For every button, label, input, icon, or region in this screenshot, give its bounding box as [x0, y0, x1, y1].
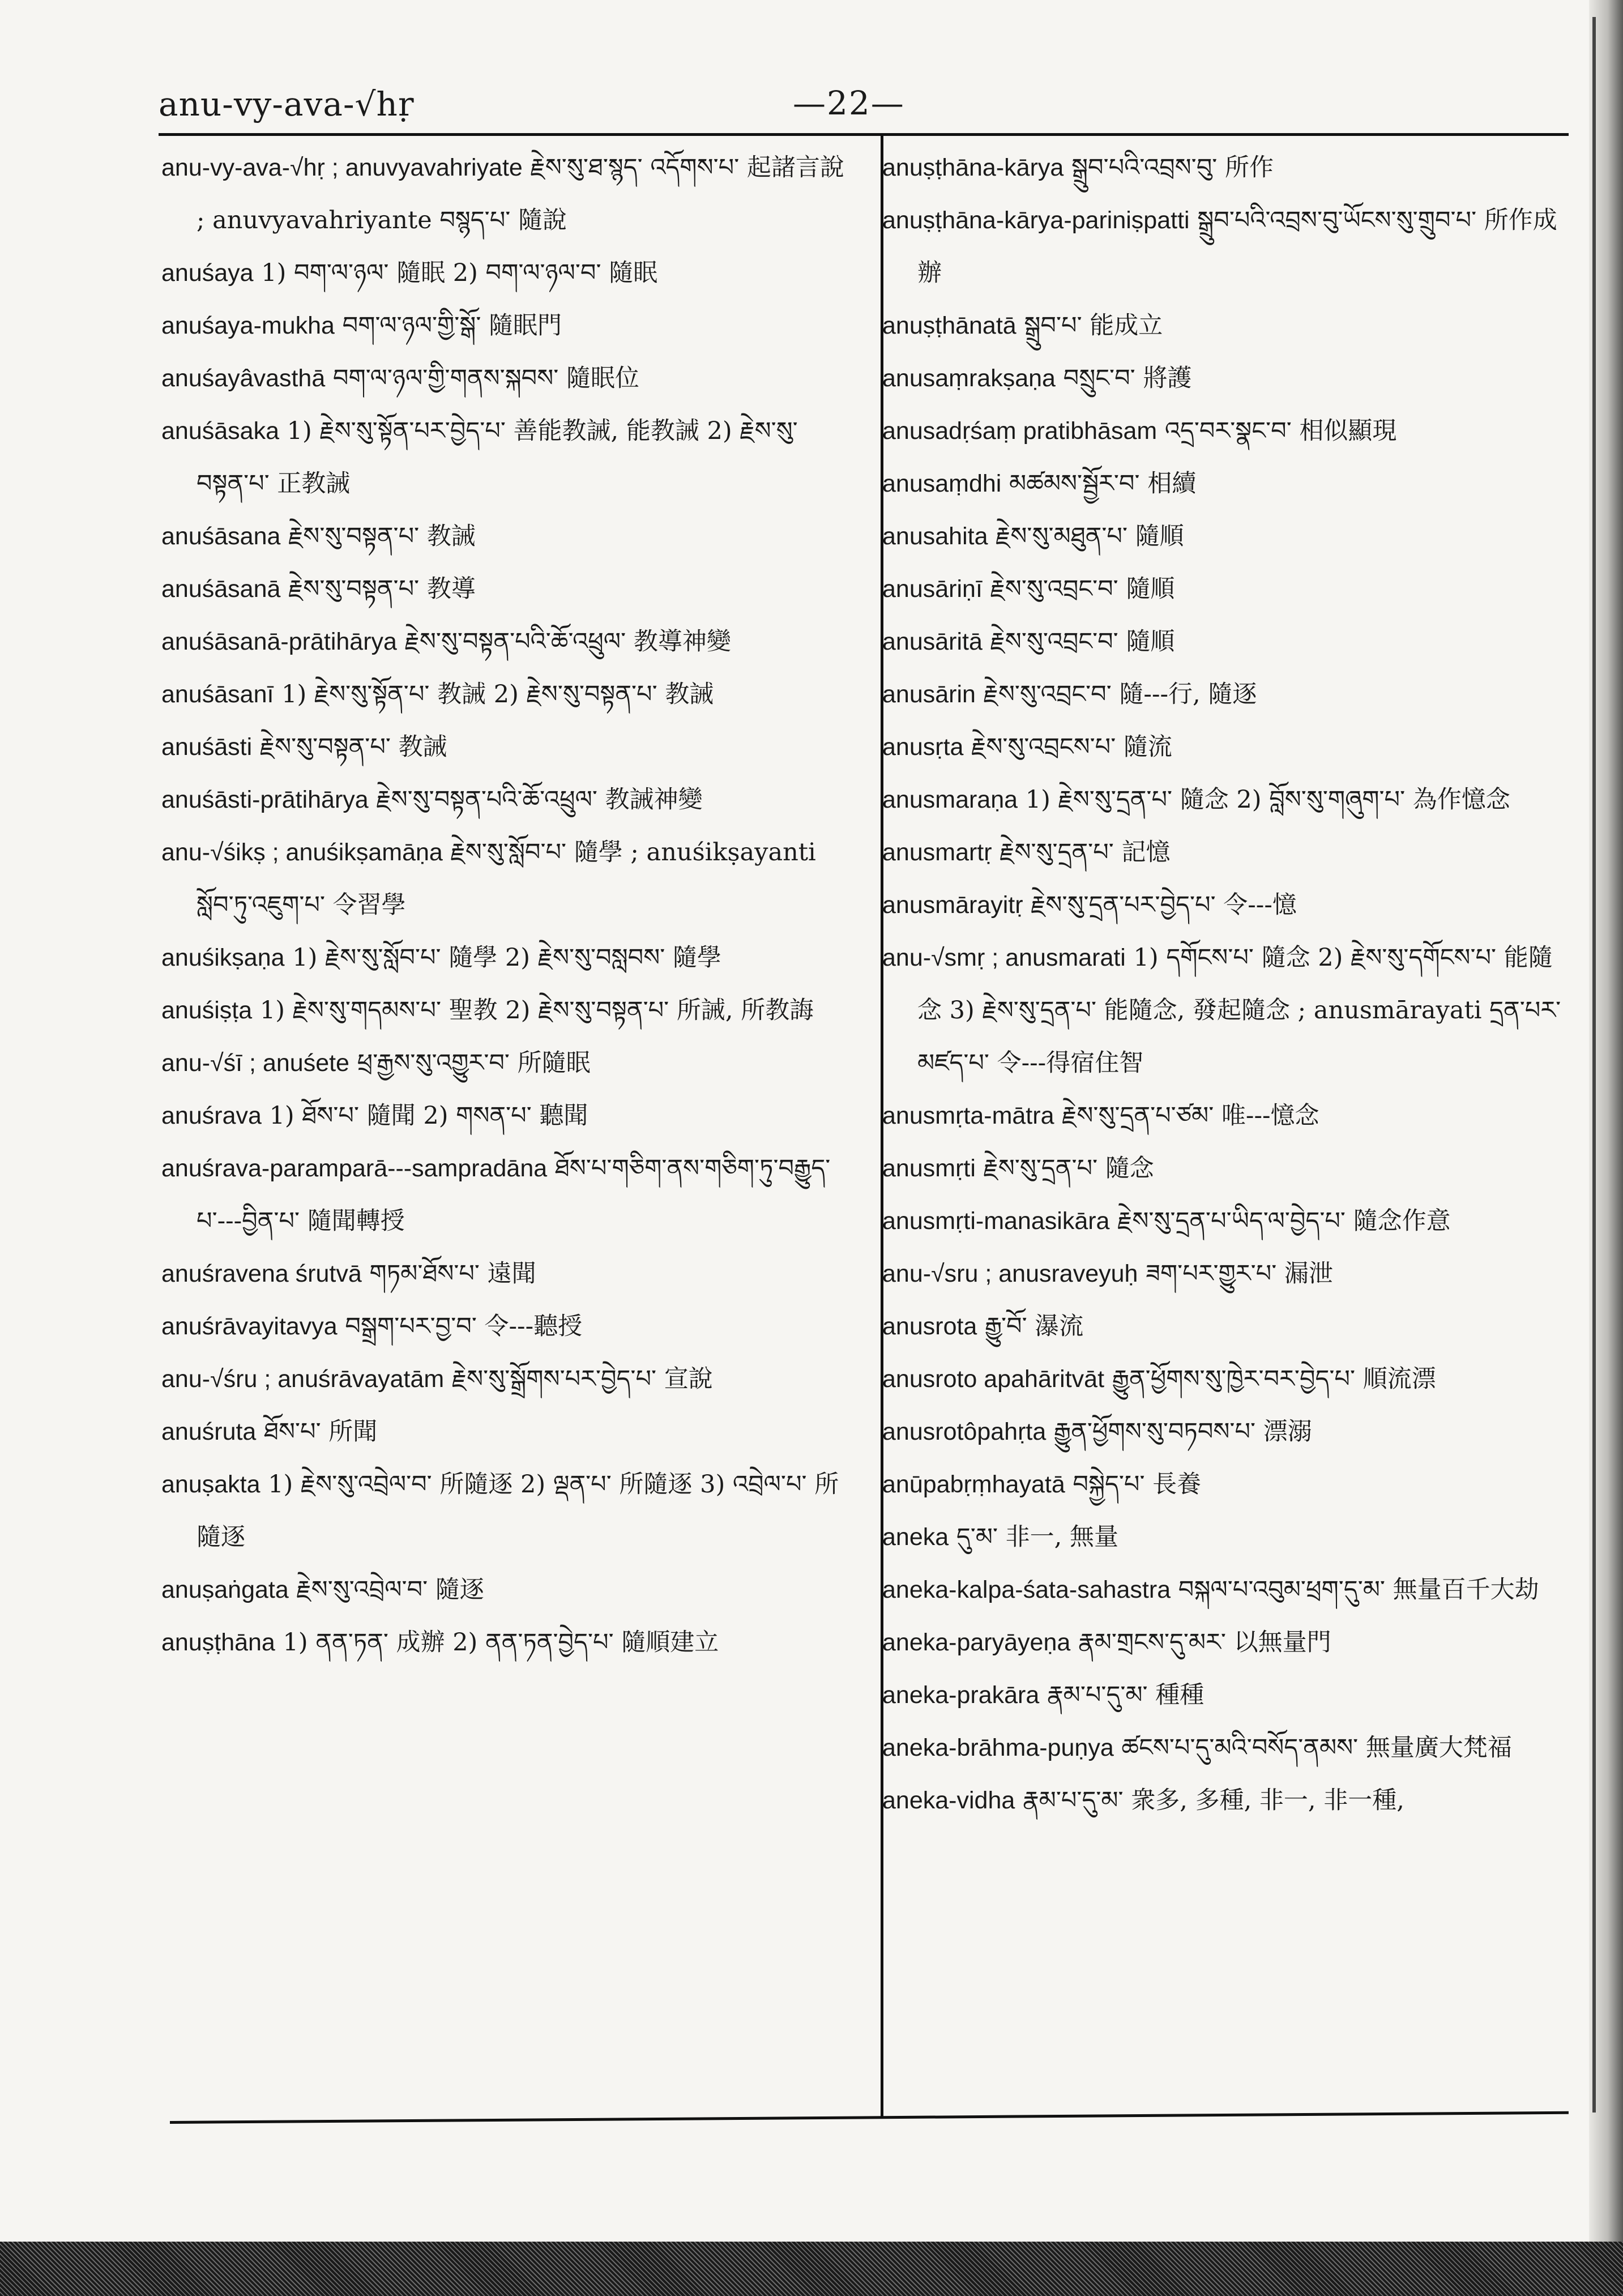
dictionary-entry — [882, 1248, 1568, 1300]
entry-headword: anuṣaṅgata — [161, 1576, 289, 1603]
dictionary-entry — [161, 405, 847, 510]
entry-headword: anuśāsanī — [161, 681, 274, 708]
entry-definition: རྒྱུན་ཕྱོགས་སུ་ཁྱེར་བར་བྱེད་པ་ 順流漂 — [1104, 1365, 1436, 1393]
entry-definition: རྒྱུ་བོ་ 瀑流 — [977, 1312, 1084, 1341]
dictionary-entry — [882, 1458, 1568, 1511]
dictionary-entry — [882, 458, 1568, 510]
entry-headword: anu-√śikṣ ; anuśikṣamāṇa — [161, 839, 443, 866]
dictionary-entry — [882, 1142, 1568, 1195]
entry-headword: anuśikṣaṇa — [161, 944, 285, 971]
dictionary-entry — [882, 721, 1568, 774]
left-column — [161, 142, 847, 1669]
dictionary-entry — [161, 352, 847, 405]
dictionary-entry — [882, 1353, 1568, 1406]
entry-definition: 1) རྗེས་སུ་གདམས་པ་ 聖教 2) རྗེས་སུ་བསྟན་པ་ 所誡, 所教誨 — [252, 996, 814, 1025]
entry-definition: མཚམས་སྦྱོར་བ་ 相續 — [1001, 470, 1197, 498]
entry-definition: སྒྲུབ་པའི་འབྲས་བུ་ཡོངས་སུ་གྲུབ་པ་ 所作成辦 — [917, 206, 1557, 287]
entry-definition: རྣམ་པ་དུ་མ་ 種種 — [1039, 1681, 1205, 1709]
dictionary-entry — [161, 774, 847, 826]
right-column — [881, 142, 1568, 1827]
entry-definition: རྗེས་སུ་སློབ་པ་ 隨學 ; anuśikṣayanti སློབ་ཏུ་འཇུག་པ་ 令習學 — [197, 838, 816, 919]
entry-definition: 1) རྗེས་སུ་སྟོན་པ་ 教誡 2) རྗེས་སུ་བསྟན་པ་ 教誡 — [274, 680, 714, 709]
entry-definition: 1) རྗེས་སུ་སློབ་པ་ 隨學 2) རྗེས་སུ་བསླབས་ 隨學 — [284, 944, 721, 972]
entry-headword: aneka-vidha — [882, 1787, 1015, 1814]
entry-headword: anusṛta — [882, 733, 964, 761]
dictionary-entry — [161, 616, 847, 668]
entry-headword: anuśāsti — [161, 733, 253, 761]
entry-definition: བསྐལ་པ་འབུམ་ཕྲག་དུ་མ་ 無量百千大劫 — [1171, 1576, 1539, 1604]
entry-headword: anusārin — [882, 681, 976, 708]
dictionary-entry — [882, 1774, 1568, 1827]
entry-headword: anu-√smṛ ; anusmarati — [882, 944, 1126, 971]
entry-headword: anuśāsanā — [161, 575, 281, 603]
entry-definition: ཕྲ་རྒྱས་སུ་འགྱུར་བ་ 所隨眠 — [349, 1049, 591, 1077]
entry-definition: 1) ཐོས་པ་ 隨聞 2) གསན་པ་ 聽聞 — [261, 1102, 588, 1130]
entry-definition: 1) རྗེས་སུ་སྟོན་པར་བྱེད་པ་ 善能教誡, 能教誡 2) རྗེས་སུ་བསྟན་པ་ 正教誡 — [197, 417, 798, 498]
entry-definition: རྗེས་སུ་བསྟན་པ་ 教誡 — [280, 522, 476, 550]
entry-definition: ཐོས་པ་ 所聞 — [256, 1418, 378, 1446]
entry-definition: རྗེས་སུ་འབྲང་བ་ 隨順 — [982, 628, 1175, 656]
entry-headword: anuśāsaka — [161, 417, 279, 445]
entry-definition: རྗེས་སུ་འབྲང་བ་ 隨順 — [982, 575, 1175, 603]
page-number: —22— — [793, 84, 905, 122]
dictionary-entry — [882, 1090, 1568, 1142]
entry-definition: རྣམ་གྲངས་དུ་མར་ 以無量門 — [1070, 1628, 1331, 1657]
entry-definition: འདྲ་བར་སྣང་བ་ 相似顯現 — [1157, 417, 1397, 445]
dictionary-entry — [882, 142, 1568, 194]
entry-definition: རྗེས་སུ་དྲན་པར་བྱེད་པ་ 令---憶 — [1023, 891, 1297, 919]
dictionary-entry — [882, 194, 1568, 300]
entry-headword: anusmaraṇa — [882, 786, 1018, 813]
entry-headword: anuśravena śrutvā — [161, 1260, 362, 1287]
entry-definition: རྗེས་སུ་བསྟན་པའི་ཆོ་འཕྲུལ་ 教誡神變 — [368, 786, 703, 814]
entry-headword: anusroto apahāritvāt — [882, 1365, 1105, 1393]
dictionary-entry — [161, 1090, 847, 1142]
entry-definition: རྒྱུན་ཕྱོགས་སུ་བཏབས་པ་ 漂溺 — [1046, 1418, 1312, 1446]
entry-headword: anuśayâvasthā — [161, 365, 326, 392]
scan-bottom-band — [0, 2242, 1623, 2296]
entry-headword: anuśrāvayitavya — [161, 1313, 338, 1340]
dictionary-entry — [882, 774, 1568, 826]
entry-headword: anu-vy-ava-√hṛ ; anuvyavahriyate — [161, 154, 523, 181]
entry-headword: anusmṛti-manasikāra — [882, 1207, 1110, 1235]
dictionary-entry — [161, 1564, 847, 1616]
entry-headword: anusmṛta-mātra — [882, 1102, 1054, 1129]
scan-edge-line — [1592, 17, 1596, 2113]
entry-definition: རྗེས་སུ་བསྟན་པ་ 教導 — [280, 575, 476, 603]
entry-definition: བསྲུང་བ་ 將護 — [1055, 364, 1192, 392]
dictionary-entry — [161, 1458, 847, 1564]
entry-definition: སྒྲུབ་པ་ 能成立 — [1016, 311, 1163, 340]
entry-definition: 1) དགོངས་པ་ 隨念 2) རྗེས་སུ་དགོངས་པ་ 能隨念 3) རྗེས་སུ་དྲན་པ་ 能隨念, 發起隨念 ; anusmārayati དྲན་པར་མཛད་པ་ 令---得宿住智 — [917, 944, 1561, 1077]
entry-headword: anuśaya-mukha — [161, 312, 335, 339]
entry-definition: རྗེས་སུ་དྲན་པ་ 隨念 — [975, 1154, 1154, 1183]
entry-headword: anuśrava-paramparā---sampradāna — [161, 1155, 548, 1182]
entry-headword: anusaṃdhi — [882, 470, 1002, 497]
entry-headword: anusmṛti — [882, 1155, 976, 1182]
entry-definition: བསྒྲག་པར་བྱ་བ་ 令---聽授 — [337, 1312, 583, 1341]
dictionary-entry — [882, 563, 1568, 616]
entry-definition: 1) བག་ལ་ཉལ་ 隨眠 2) བག་ལ་ཉལ་བ་ 隨眠 — [253, 259, 658, 287]
entry-definition: 1) རྗེས་སུ་འབྲེལ་བ་ 所隨逐 2) ལྡན་པ་ 所隨逐 3) འབྲེལ་པ་ 所隨逐 — [197, 1470, 839, 1551]
entry-headword: anu-√śru ; anuśrāvayatām — [161, 1365, 445, 1393]
footer-rule — [170, 2111, 1569, 2124]
entry-definition: གཏམ་ཐོས་པ་ 遠聞 — [361, 1260, 536, 1288]
entry-headword: anusrota — [882, 1313, 977, 1340]
entry-headword: anusāriṇī — [882, 575, 983, 603]
dictionary-entry — [161, 721, 847, 774]
dictionary-entry — [882, 1564, 1568, 1616]
dictionary-entry — [161, 1300, 847, 1353]
entry-headword: anusāritā — [882, 628, 983, 655]
dictionary-entry — [882, 932, 1568, 1090]
dictionary-entry — [882, 300, 1568, 352]
entry-definition: སྒྲུབ་པའི་འབྲས་བུ་ 所作 — [1064, 153, 1274, 182]
entry-definition: རྗེས་སུ་འབྲེལ་བ་ 隨逐 — [288, 1576, 484, 1604]
dictionary-entry — [882, 352, 1568, 405]
dictionary-entry — [882, 405, 1568, 458]
dictionary-entry — [882, 1722, 1568, 1774]
dictionary-entry — [161, 984, 847, 1037]
dictionary-entry — [161, 826, 847, 932]
entry-headword: anusmārayitṛ — [882, 891, 1023, 919]
entry-headword: anuśiṣṭa — [161, 997, 253, 1024]
dictionary-entry — [161, 1248, 847, 1300]
dictionary-entry — [882, 668, 1568, 721]
dictionary-entry — [161, 1353, 847, 1406]
dictionary-entry — [161, 1142, 847, 1248]
entry-headword: anusmartṛ — [882, 839, 992, 866]
dictionary-entry — [882, 1406, 1568, 1458]
dictionary-entry — [161, 247, 847, 300]
entry-headword: anuśāsti-prātihārya — [161, 786, 369, 813]
entry-headword: aneka-brāhma-puṇya — [882, 1734, 1114, 1761]
entry-definition: རྗེས་སུ་དྲན་པ་ 記憶 — [992, 838, 1171, 867]
dictionary-entry — [882, 1669, 1568, 1722]
dictionary-entry — [161, 142, 847, 247]
entry-definition: རྗེས་སུ་འབྲང་བ་ 隨---行, 隨逐 — [975, 680, 1257, 709]
dictionary-entry — [882, 510, 1568, 563]
entry-definition: བག་ལ་ཉལ་གྱི་སྒོ་ 隨眠門 — [334, 311, 562, 340]
dictionary-entry — [882, 879, 1568, 932]
entry-definition: བག་ལ་ཉལ་གྱི་གནས་སྐབས་ 隨眠位 — [325, 364, 639, 392]
entry-definition: རྗེས་སུ་སྒྲོགས་པར་བྱེད་པ་ 宣說 — [444, 1365, 713, 1393]
entry-definition: རྗེས་སུ་བསྟན་པ་ 教誡 — [252, 733, 447, 761]
entry-headword: aneka-paryāyeṇa — [882, 1629, 1071, 1656]
entry-headword: anusrotôpahṛta — [882, 1418, 1047, 1445]
entry-definition: རྗེས་སུ་བསྟན་པའི་ཆོ་འཕྲུལ་ 教導神變 — [396, 628, 731, 656]
dictionary-entry — [882, 1195, 1568, 1248]
dictionary-entry — [882, 1511, 1568, 1564]
entry-headword: anuṣṭhānatā — [882, 312, 1016, 339]
dictionary-entry — [882, 616, 1568, 668]
dictionary-entry — [161, 1616, 847, 1669]
entry-headword: anuṣṭhāna-kārya — [882, 154, 1064, 181]
entry-definition: དུ་མ་ 非一, 無量 — [949, 1523, 1118, 1551]
running-head: anu-vy-ava-√hṛ — [159, 85, 415, 123]
header-rule — [159, 133, 1569, 136]
dictionary-entry — [161, 668, 847, 721]
dictionary-entry — [161, 300, 847, 352]
entry-definition: རྣམ་པ་དུ་མ་ 衆多, 多種, 非一, 非一種, — [1015, 1786, 1404, 1815]
entry-headword: anu-√sru ; anusraveyuḥ — [882, 1260, 1138, 1287]
entry-headword: anūpabṛṃhayatā — [882, 1471, 1065, 1498]
entry-headword: anuśruta — [161, 1418, 257, 1445]
entry-definition: རྗེས་སུ་མཐུན་པ་ 隨順 — [988, 522, 1184, 550]
entry-headword: anuśrava — [161, 1102, 262, 1129]
entry-headword: anuśāsana — [161, 523, 281, 550]
entry-headword: anu-√śī ; anuśete — [161, 1049, 349, 1077]
entry-headword: anusahita — [882, 523, 988, 550]
entry-definition: ཐོས་པ་གཅིག་ནས་གཅིག་ཏུ་བརྒྱུད་པ་---བྱིན་པ་ 隨聞轉授 — [197, 1154, 831, 1235]
dictionary-entry — [161, 563, 847, 616]
entry-headword: aneka-prakāra — [882, 1682, 1040, 1709]
entry-headword: anuśāsanā-prātihārya — [161, 628, 397, 655]
entry-headword: anuṣṭhāna-kārya-pariniṣpatti — [882, 207, 1190, 234]
dictionary-entry — [161, 932, 847, 984]
entry-headword: anuṣṭhāna — [161, 1629, 275, 1656]
entry-definition: རྗེས་སུ་དྲན་པ་ཡིད་ལ་བྱེད་པ་ 隨念作意 — [1109, 1207, 1451, 1235]
dictionary-entry — [161, 1406, 847, 1458]
dictionary-entry — [882, 1300, 1568, 1353]
entry-definition: 1) ནན་ཏན་ 成辦 2) ནན་ཏན་བྱེད་པ་ 隨順建立 — [275, 1628, 719, 1657]
dictionary-entry — [161, 510, 847, 563]
entry-headword: aneka — [882, 1523, 949, 1551]
entry-definition: རྗེས་སུ་འབྲངས་པ་ 隨流 — [963, 733, 1172, 761]
entry-headword: anuśaya — [161, 259, 254, 287]
entry-definition: 1) རྗེས་སུ་དྲན་པ་ 隨念 2) བློས་སུ་གཞུག་པ་ 為作憶念 — [1018, 786, 1510, 814]
dictionary-entry — [882, 826, 1568, 879]
entry-headword: aneka-kalpa-śata-sahastra — [882, 1576, 1171, 1603]
dictionary-entry — [161, 1037, 847, 1090]
entry-headword: anusaṃrakṣaṇa — [882, 365, 1056, 392]
entry-definition: བསྐྱེད་པ་ 長養 — [1065, 1470, 1202, 1499]
dictionary-entry — [882, 1616, 1568, 1669]
entry-definition: ཚངས་པ་དུ་མའི་བསོད་ནམས་ 無量廣大梵福 — [1113, 1734, 1512, 1762]
entry-definition: རྗེས་སུ་ཐ་སྙད་ འདོགས་པ་ 起諸言說 ; anuvyavahriyante བསྙད་པ་ 隨說 — [197, 153, 844, 234]
entry-headword: anuṣakta — [161, 1471, 260, 1498]
entry-definition: རྗེས་སུ་དྲན་པ་ཙམ་ 唯---憶念 — [1054, 1102, 1319, 1130]
entry-definition: ཟག་པར་གྱུར་པ་ 漏泄 — [1138, 1260, 1333, 1288]
entry-headword: anusadṛśaṃ pratibhāsam — [882, 417, 1158, 445]
